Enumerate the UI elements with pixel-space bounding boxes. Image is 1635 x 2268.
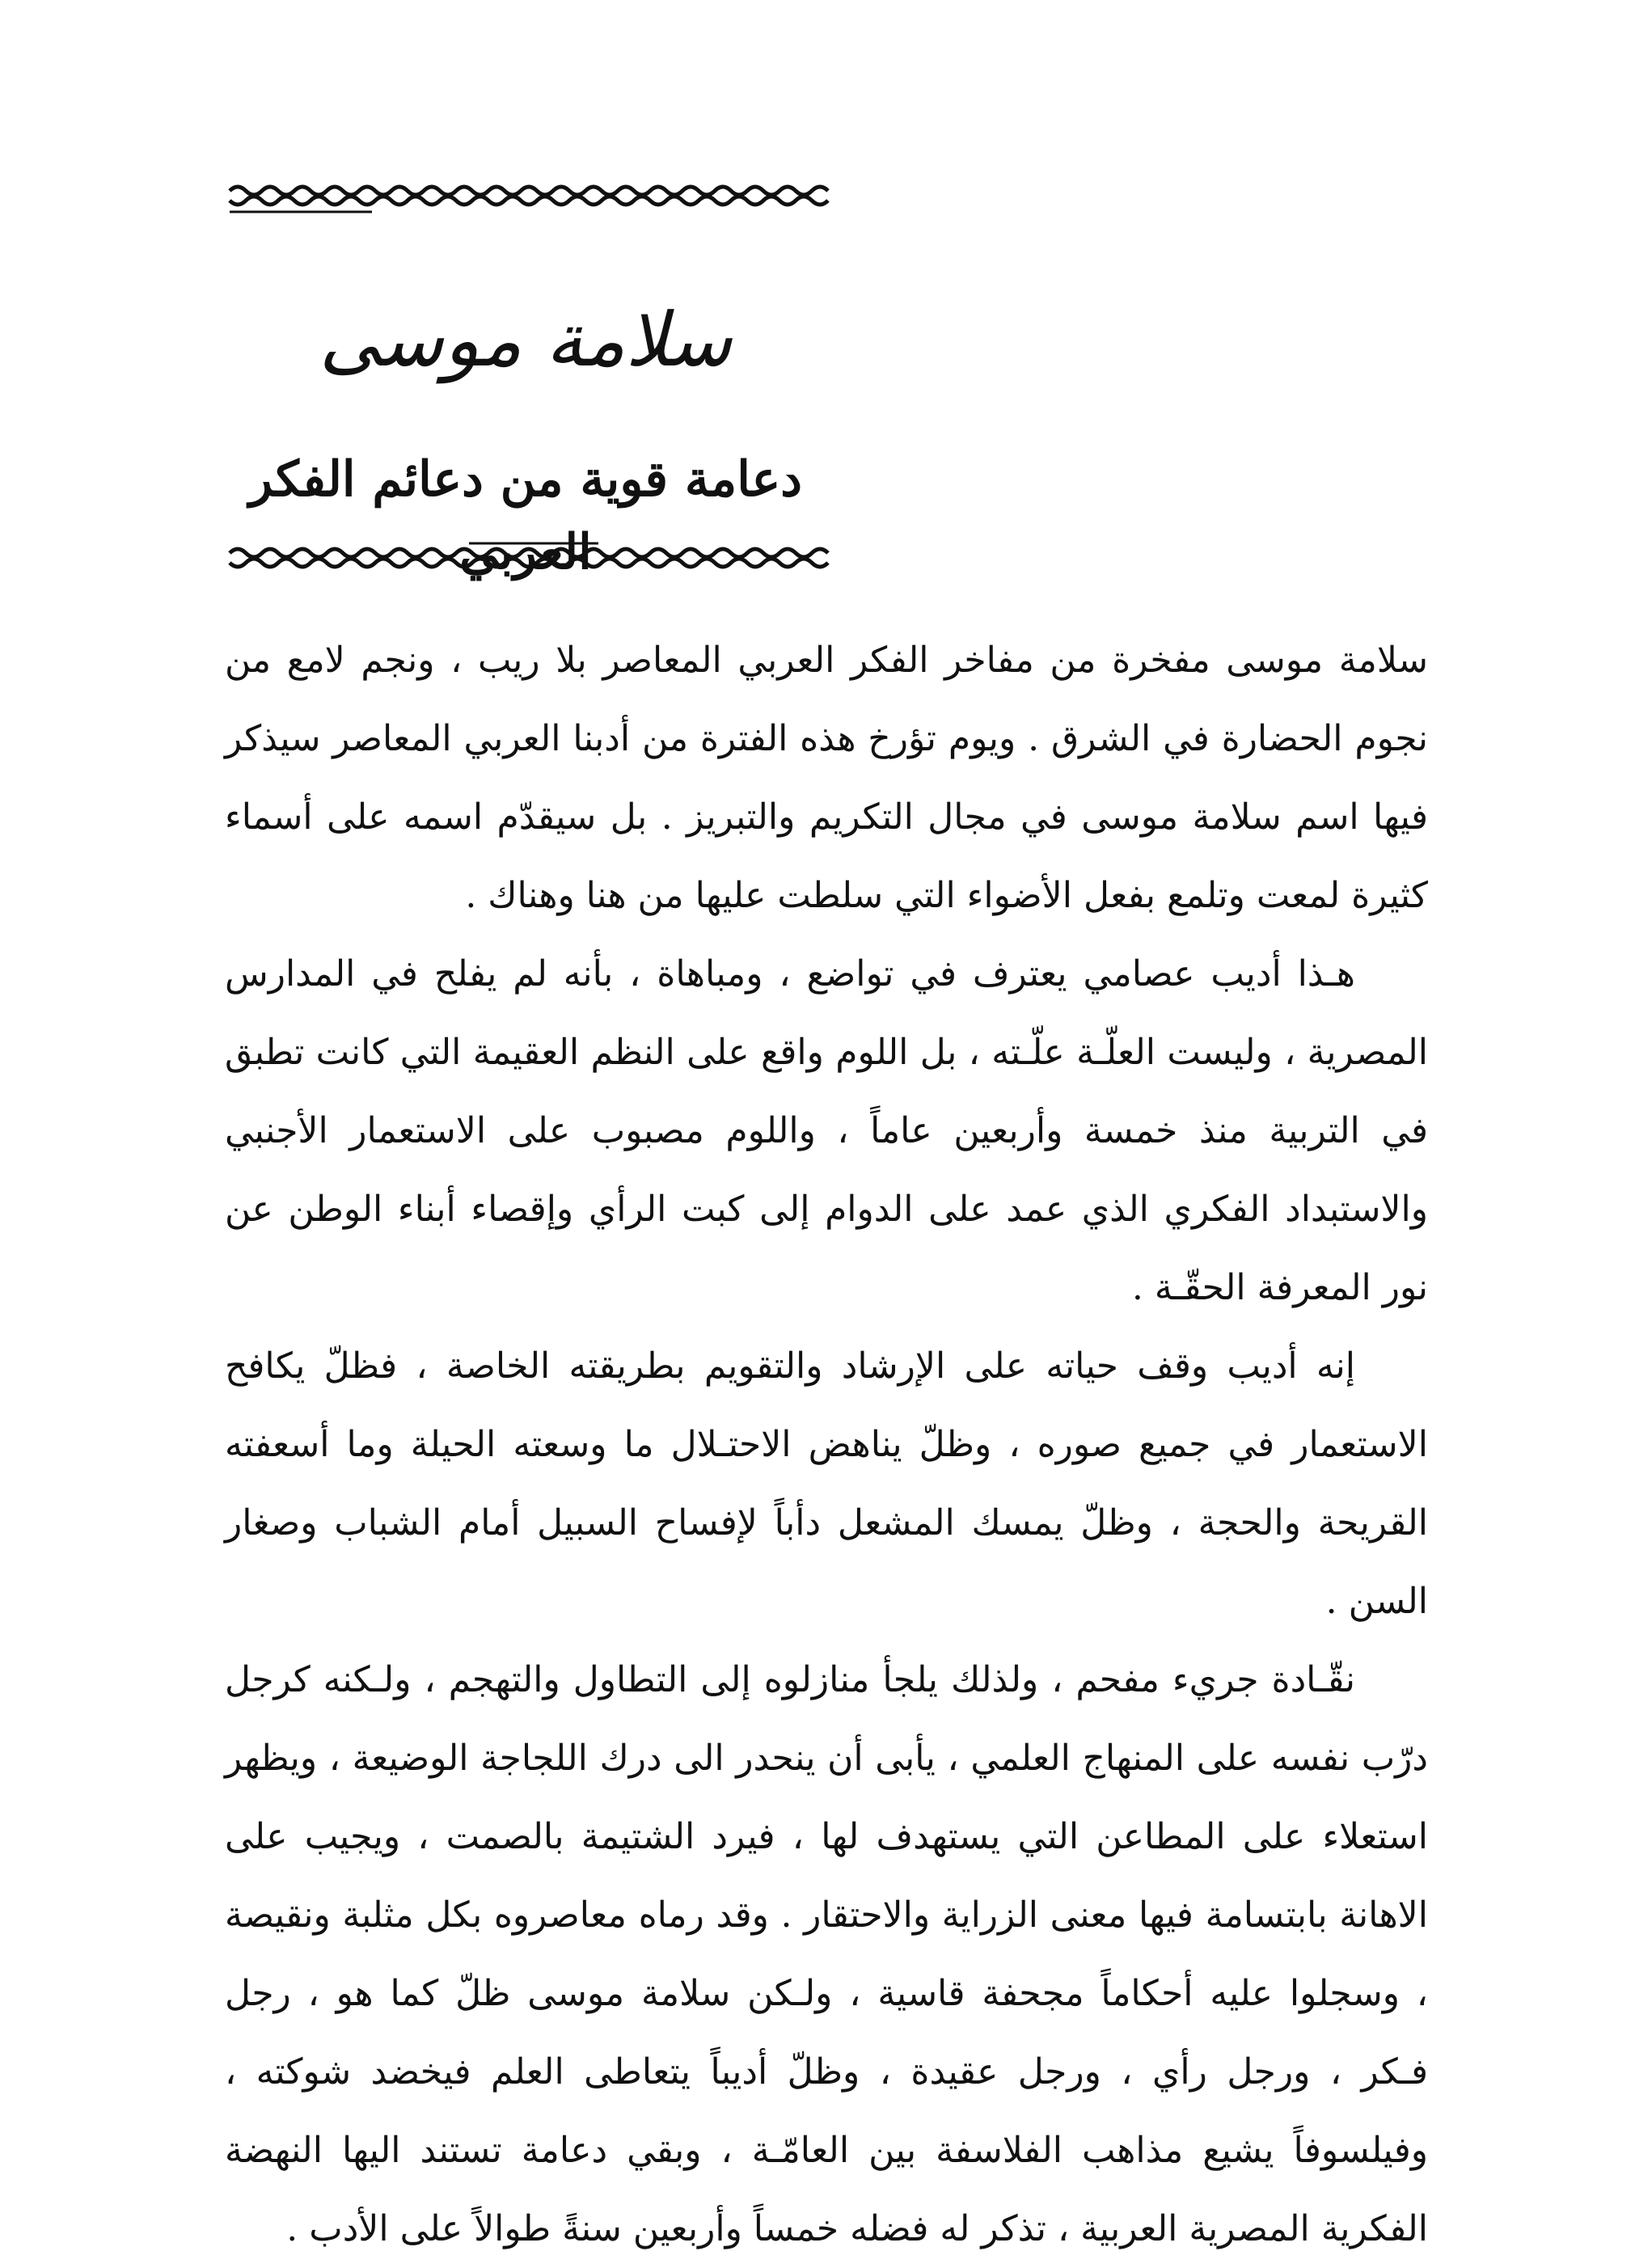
paragraph-4: نقّـادة جريء مفحم ، ولذلك يلجأ منازلوه إلى التطاول والتهجم ، ولـكنه كرجل درّب نفسه على المنهاج العلمي ، يأبى أن ينحدر الى درك اللجاجة الوضيعة ، ويظهر استعلاء على المطاعن التي يستهدف لها ، فيرد الشتيمة بالصمت ، ويجيب على الاهانة بابتسامة فيها معنى الزراية والاحتقار . وقد رماه معاصروه بكل مثلبة ونقيصة ، وسجلوا عليه أحكاماً مجحفة قاسية ، ولـكن سلامة موسى ظلّ كما هو ، رجل فـكر ، ورجل رأي ، ورجل عقيدة ، وظلّ أديباً يتعاطى العلم فيخضد شوكته ، وفيلسوفاً يشيع مذاهب الفلاسفة بين العامّـة ، وبقي دعامة تستند اليها النهضة الفكرية المصرية العربية ، تذكر له فضله خمساً وأربعين سنةً طوالاً على الأدب .	[225, 1659, 1428, 2249]
bottom-ornament-divider	[226, 540, 841, 576]
article-title: سلامة موسى	[319, 297, 733, 383]
paragraph-3: إنه أديب وقف حياته على الإرشاد والتقويم بطريقته الخاصة ، فظلّ يكافح الاستعمار في جميع صوره ، وظلّ يناهض الاحتـلال ما وسعته الحيلة وما أسعفته القريحة والحجة ، وظلّ يمسك المشعل دأباً لإفساح السبيل أمام الشباب وصغار السن .	[225, 1345, 1428, 1622]
paragraph-2: هـذا أديب عصامي يعترف في تواضع ، ومباهاة ، بأنه لم يفلح في المدارس المصرية ، وليست العلّـة علّـته ، بل اللوم واقع على النظم العقيمة التي كانت تطبق في التربية منذ خمسة وأربعين عاماً ، واللوم مصبوب على الاستعمار الأجنبي والاستبداد الفكري الذي عمد على الدوام إلى كبت الرأي وإقصاء أبناء الوطن عن نور المعرفة الحقّـة .	[225, 953, 1428, 1308]
article-body	[225, 621, 1428, 2268]
paragraph-1: سلامة موسى مفخرة من مفاخر الفكر العربي المعاصر بلا ريب ، ونجم لامع من نجوم الحضارة في الشرق . ويوم تؤرخ هذه الفترة من أدبنا العربي المعاصر سيذكر فيها اسم سلامة موسى في مجال التكريم والتبريز . بل سيقدّم اسمه على أسماء كثيرة لمعت وتلمع بفعل الأضواء التي سلطت عليها من هنا وهناك .	[225, 640, 1428, 916]
article-subtitle: دعامة قوية من دعائم الفكر العربي	[249, 451, 802, 581]
top-ornament-divider	[226, 179, 841, 215]
